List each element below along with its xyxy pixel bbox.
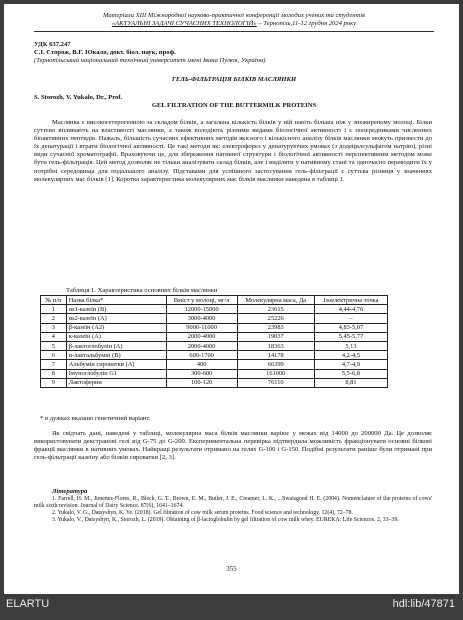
row-isoelectric: 5,45-5,77 <box>314 332 387 341</box>
table-row <box>41 351 388 360</box>
table-header-row <box>41 296 388 305</box>
repository-label: ELARTU <box>6 598 50 610</box>
table-row <box>41 305 388 314</box>
row-protein-name: α-лактальбумін (В) <box>66 351 166 360</box>
row-isoelectric: – <box>314 314 387 323</box>
intro-paragraph-text: Маслянка є високогетерогенною за складом білків, а загальна кількість білків у ній навіть більша ніж у знежиреному молоці. Білки суттєво впливають на властивості маслянки, а також володіють різними видами біологічної активності і є попередниками численних біоактивних пептидів. Нажаль, більшість сучасних ефективних методів якісного і кількісного аналізу білків маслянки можуть призвести до їх денатурації і втрати біологічної активності. Це такі методи як: електрофорез у денатуруючих умовах (з додецилсульфатом натрію), різні види сучасної хроматографії. Враховуючи це, для збереження нативної структури і біологічної активності перспективним методом може бути гель-фільтрація. Цей метод дозволяє не тільки аналізувати склад білків, але і виділяти у нативному стані та одночасно переводити їх у потрібні середовища для подальшого аналізу. Підставами для успішного застосування гель-фільтрації є суттєва різниця у значеннях молекулярних мас білків [1]. Коротка характеристика молекулярних мас білків маслянки наведена в таблиці 1. <box>34 119 432 183</box>
table-row <box>41 323 388 332</box>
row-protein-name: αs2-казеїн (А) <box>66 314 166 323</box>
row-mass: 161000 <box>237 369 314 378</box>
conference-header <box>34 12 434 28</box>
row-isoelectric: 5,5-6,8 <box>314 369 387 378</box>
row-content: 2000-4000 <box>166 332 237 341</box>
row-isoelectric: 5,13 <box>314 341 387 350</box>
results-paragraph-text: Як свідчать дані, наведені у таблиці, молекулярна маса білків маслянки варіює у межах від 14000 до 200000 Да. Це дозволяє використовувати декстранові гелі від G-75 до G-200. Експериментальна перевірка підтвердила можливість фракціонувати основні білкові фракції маслянки в нативних умовах. Найкращі результати отримано на гелях G-100 і G-150. Подібні результати раніше були отримані при гель-фільтрації казеїну або білків сироватки [2, 3]. <box>34 430 432 462</box>
conference-date: – Тернопіль,11-12 грудня 2024 року <box>256 20 357 27</box>
row-number: 9 <box>41 378 67 387</box>
page-number: 355 <box>226 565 237 573</box>
row-content: 400 <box>166 360 237 369</box>
udk-code: УДК 637.247 <box>34 41 71 48</box>
row-content: 100-120 <box>166 378 237 387</box>
row-content: 3000-4000 <box>166 314 237 323</box>
table-row <box>41 314 388 323</box>
authors-ua: С.І. Сторож, В.Г. Юкало, докт. біол. наук, проф. <box>34 49 176 56</box>
row-content: 9000-11000 <box>166 323 237 332</box>
authors-en: S. Storozh, V. Yukalo, Dr., Prof. <box>34 94 123 101</box>
row-mass: 76110 <box>237 378 314 387</box>
header-isoelectric: Ізоелектрична точка <box>314 296 387 305</box>
intro-paragraph <box>34 119 432 184</box>
row-protein-name: Альбумін сироватки (А) <box>66 360 166 369</box>
row-number: 1 <box>41 305 67 314</box>
title-ua: ГЕЛЬ-ФІЛЬТРАЦІЯ БІЛКІВ МАСЛЯНКИ <box>171 76 297 83</box>
row-protein-name: αs1-казеїн (В) <box>66 305 166 314</box>
reference-item: 3. Yukalo, V., Datsyshyn, K., Storozh, L. (2019). Obtaining of β-lactoglobulin by gel filtration of cow milk whey. EUREKA: Life Sciences. 2, 33–39. <box>52 517 399 523</box>
row-number: 5 <box>41 341 67 350</box>
row-mass: 18363 <box>237 341 314 350</box>
table-row <box>41 369 388 378</box>
row-isoelectric: 4,2-4,5 <box>314 351 387 360</box>
table-footnote: * в дужках вказано генетичний варіант. <box>40 415 151 422</box>
document-page <box>4 4 459 594</box>
row-number: 2 <box>41 314 67 323</box>
row-number: 6 <box>41 351 67 360</box>
table-row <box>41 332 388 341</box>
row-mass: 23615 <box>237 305 314 314</box>
row-mass: 19037 <box>237 332 314 341</box>
row-protein-name: Лактоферин <box>66 378 166 387</box>
affiliation-ua: (Тернопільський національний технічний університет імені Івана Пулюя, Україна) <box>34 57 266 64</box>
reference-item: 1. Farrell, H. M., Jimenez-Flores, R., Bleck, G. T., Brown, E. M., Butler, J. E., Creamer, L. K., ...Swaisgood H. E. (2004). Nomenclature of the proteins of cows' milk sixth revision. Journal of Dairy Science. 87(6), 1641–1674. <box>34 496 432 509</box>
header-divider <box>34 31 434 32</box>
row-isoelectric: 4,7-4,9 <box>314 360 387 369</box>
conference-header-line2 <box>34 20 434 28</box>
row-isoelectric: 4,83-5,07 <box>314 323 387 332</box>
table-row <box>41 360 388 369</box>
literature-heading: Література <box>52 488 88 495</box>
row-content: 300-600 <box>166 369 237 378</box>
table-row <box>41 378 388 387</box>
row-content: 2000-4000 <box>166 341 237 350</box>
handle-link[interactable]: hdl:lib/47871 <box>392 598 455 610</box>
row-protein-name: β-казеїн (А2) <box>66 323 166 332</box>
conference-title-link[interactable]: «АКТУАЛЬНІ ЗАДАЧІ СУЧАСНИХ ТЕХНОЛОГІЙ» <box>111 20 257 27</box>
results-paragraph <box>34 430 432 462</box>
row-mass: 25226 <box>237 314 314 323</box>
header-number: № п/п <box>41 296 67 305</box>
row-number: 8 <box>41 369 67 378</box>
row-isoelectric: 4,44-4,76 <box>314 305 387 314</box>
row-isoelectric: 8,81 <box>314 378 387 387</box>
table-row <box>41 341 388 350</box>
row-number: 3 <box>41 323 67 332</box>
row-content: 12000-15000 <box>166 305 237 314</box>
row-number: 4 <box>41 332 67 341</box>
row-protein-name: к-казеїн (А) <box>66 332 166 341</box>
row-mass: 14178 <box>237 351 314 360</box>
row-mass: 23983 <box>237 323 314 332</box>
title-en: GEL FILTRATION OF THE BUTTERMILK PROTEINS <box>151 102 317 109</box>
conference-header-line1: Матеріали XIII Міжнародної науково-практичної конференції молодих учених та студентів <box>102 12 365 19</box>
table-caption: Таблиця 1. Характеристика основних білків маслянки <box>66 287 218 294</box>
row-number: 7 <box>41 360 67 369</box>
row-protein-name: β-лактоглобулін (А) <box>66 341 166 350</box>
row-content: 600-1700 <box>166 351 237 360</box>
header-protein-name: Назва білка* <box>66 296 166 305</box>
row-mass: 66399 <box>237 360 314 369</box>
reference-item: 2. Yukalo, V. G., Datsyshyn, K. Ye. (2018). Gel filtration of cow milk serum proteins. Food science and technology. 12(4), 72–78. <box>52 510 353 516</box>
header-content: Вміст у молоці, мг/л <box>166 296 237 305</box>
header-mass: Молекулярна маса, Да <box>237 296 314 305</box>
row-protein-name: Імуноглобулін G1 <box>66 369 166 378</box>
reference-list <box>34 496 432 524</box>
protein-table <box>40 295 388 388</box>
